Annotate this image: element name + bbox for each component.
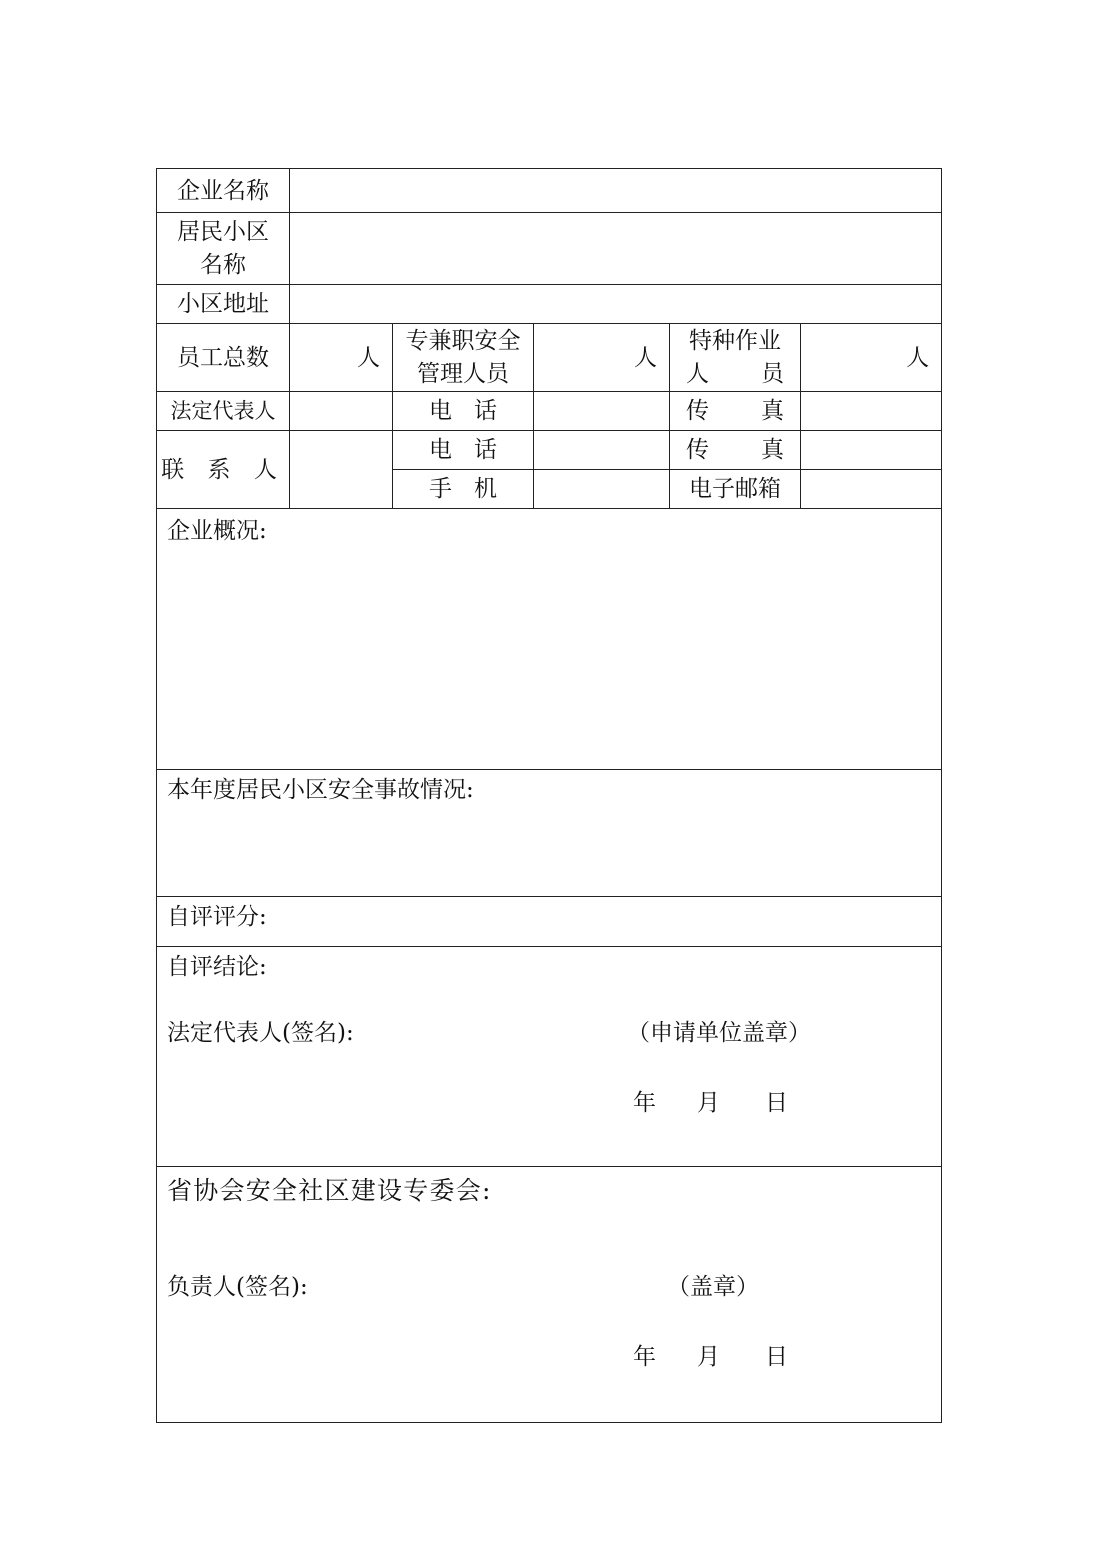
application-form-table [156,168,942,1423]
fax-label [670,392,801,431]
community-name-label [157,213,290,285]
staff-total-unit: 人 [357,344,380,371]
special-staff-label [670,324,801,392]
phone-label [393,392,534,431]
overview-section[interactable] [157,509,942,770]
legal-rep-field[interactable] [290,392,393,431]
accidents-label: 本年度居民小区安全事故情况: [167,777,474,803]
email-label: 电子邮箱 [670,470,801,509]
special-staff-field[interactable] [801,324,942,392]
community-name-label-line2: 名称 [200,251,246,278]
staff-total-field[interactable] [290,324,393,392]
phone2-label-b: 话 [474,437,497,463]
seal-label: （盖章） [667,1274,759,1300]
fax-label-a: 传 [686,398,709,424]
overview-label: 企业概况: [167,518,267,544]
phone-label-b: 话 [474,398,497,424]
address-field[interactable] [290,285,942,324]
phone-field[interactable] [534,392,670,431]
special-staff-label-line2-b: 员 [761,360,784,387]
self-conclusion-section[interactable] [157,947,942,1167]
staff-total-label: 员工总数 [157,324,290,392]
date-year-2: 年 [633,1344,656,1370]
special-staff-label-line2 [670,358,800,391]
safety-staff-unit: 人 [634,344,657,371]
contact-field[interactable] [290,431,393,509]
email-field[interactable] [801,470,942,509]
fax2-label-b: 真 [761,437,784,463]
enterprise-name-field[interactable] [290,169,942,213]
responsible-sign-label: 负责人(签名): [167,1274,308,1300]
mobile-label-b: 机 [474,476,497,502]
date-month-2: 月 [697,1344,720,1370]
community-name-label-line1: 居民小区 [177,218,269,245]
enterprise-name-label: 企业名称 [157,169,290,213]
date-month-1: 月 [697,1090,720,1116]
applicant-seal-label: （申请单位盖章） [627,1020,811,1046]
safety-staff-label-line2: 管理人员 [417,360,509,387]
legal-rep-label: 法定代表人 [157,392,290,431]
fax2-label [670,431,801,470]
phone2-field[interactable] [534,431,670,470]
fax-label-b: 真 [761,398,784,424]
mobile-label [393,470,534,509]
mobile-label-a: 手 [429,476,452,502]
safety-staff-field[interactable] [534,324,670,392]
fax2-label-a: 传 [686,437,709,463]
address-label: 小区地址 [157,285,290,324]
phone-label-a: 电 [429,398,452,424]
contact-label: 联 系 人 [157,431,290,509]
self-conclusion-label: 自评结论: [167,954,267,980]
fax2-field[interactable] [801,431,942,470]
special-staff-label-line2-a: 人 [686,360,709,387]
date-day-1: 日 [765,1090,788,1116]
committee-section[interactable] [157,1167,942,1423]
committee-label: 省协会安全社区建设专委会: [167,1176,492,1205]
special-staff-unit: 人 [906,344,930,371]
safety-staff-label-line1: 专兼职安全 [405,327,521,354]
mobile-field[interactable] [534,470,670,509]
special-staff-label-line1: 特种作业 [689,327,781,354]
phone2-label [393,431,534,470]
accidents-section[interactable] [157,770,942,897]
community-name-field[interactable] [290,213,942,285]
self-score-label: 自评评分: [167,904,267,930]
legal-sign-label: 法定代表人(签名): [167,1020,354,1046]
date-year-1: 年 [633,1090,656,1116]
safety-staff-label [393,324,534,392]
date-day-2: 日 [765,1344,788,1370]
self-score-section[interactable] [157,897,942,947]
phone2-label-a: 电 [429,437,452,463]
fax-field[interactable] [801,392,942,431]
